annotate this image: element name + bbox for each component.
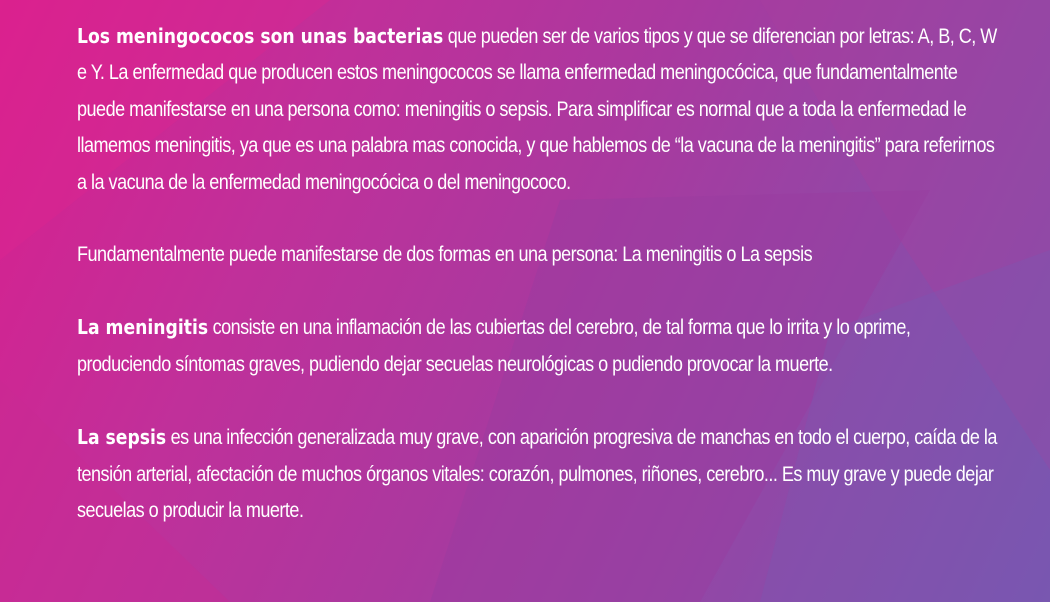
paragraph-spacer [77, 201, 1007, 237]
paragraph-formas [77, 237, 1007, 273]
paragraph-sepsis [77, 419, 1007, 529]
paragraph-spacer [77, 383, 1007, 419]
paragraph-lead-meningococos: Los meningococos son unas bacterias [77, 24, 444, 48]
paragraph-meningitis [77, 309, 1007, 383]
paragraph-lead-meningitis: La meningitis [77, 315, 209, 340]
paragraph-meningococos [77, 18, 1007, 201]
article-body [77, 18, 1007, 529]
paragraph-lead-sepsis: La sepsis [77, 425, 167, 450]
paragraph-spacer [77, 273, 1007, 309]
paragraph-text-sepsis: es una infección generalizada muy grave, con aparición progresiva de manchas en todo el cuerpo, caída de la tensión arterial, afectación de muchos órganos vitales: corazón, pulmones, riñones, cerebro... Es muy grave y puede dejar secuelas o producir la muerte. [77, 426, 997, 523]
paragraph-text-meningococos: que pueden ser de varios tipos y que se diferencian por letras: A, B, C, W e Y. La enfermedad que producen estos meningococos se llama enfermedad meningocócica, que fundamentalmente puede manifestarse en una persona como: meningitis o sepsis. Para simplificar es normal que a toda la enfermedad le llamemos meningitis, ya que es una palabra mas conocida, y que hablemos de “la vacuna de la meningitis” para referirnos a la vacuna de la enfermedad meningocócica o del meningococo. [77, 25, 997, 194]
paragraph-text-meningitis: consiste en una inflamación de las cubiertas del cerebro, de tal forma que lo irrita y lo oprime, produciendo síntomas graves, pudiendo dejar secuelas neurológicas o pudiendo provocar la muerte. [77, 316, 911, 376]
paragraph-text-formas: Fundamentalmente puede manifestarse de dos formas en una persona: La meningitis o La sepsis [77, 243, 813, 267]
